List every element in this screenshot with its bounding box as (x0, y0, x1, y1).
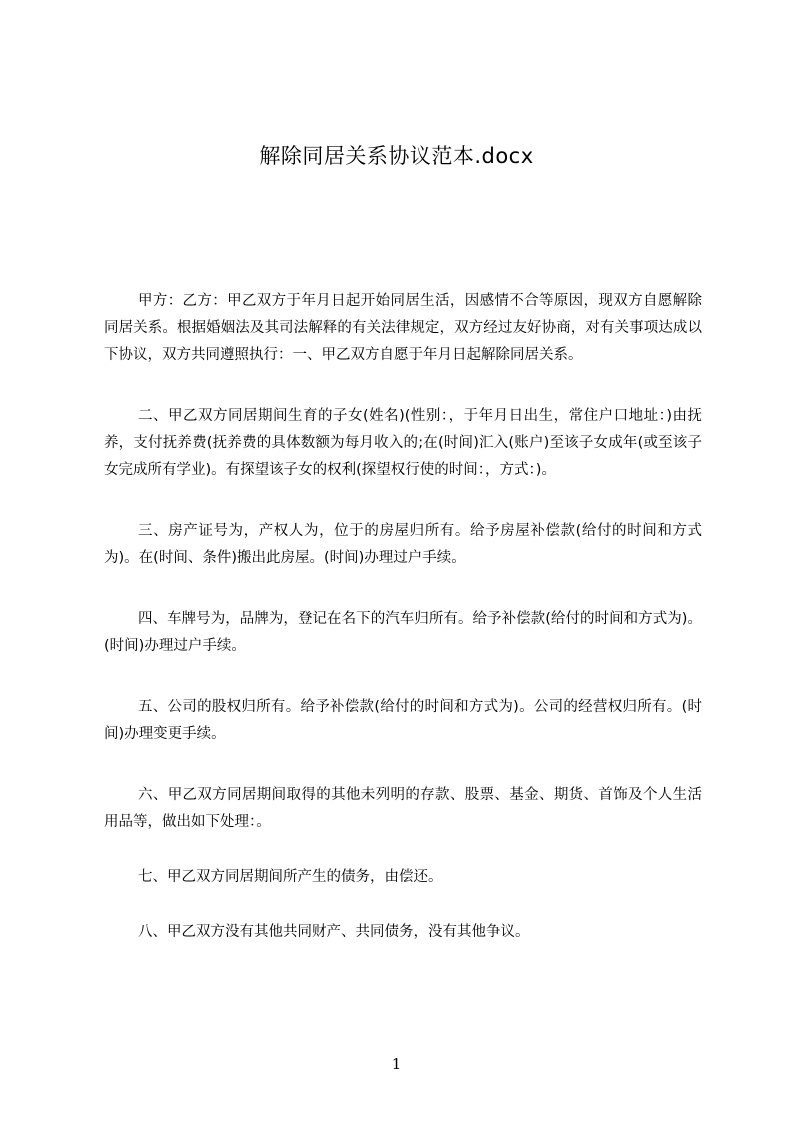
paragraph-3-property: 三、房产证号为，产权人为，位于的房屋归所有。给予房屋补偿款(给付的时间和方式为)。在(时间、条件)搬出此房屋。(时间)办理过户手续。 (104, 523, 702, 566)
paragraph-8-no-disputes: 八、甲乙双方没有其他共同财产、共同债务，没有其他争议。 (138, 924, 530, 940)
paragraph-2-child-custody: 二、甲乙双方同居期间生育的子女(姓名)(性别：，于年月日出生，常住户口地址：)由抚养，支付抚养费(抚养费的具体数额为每月收入的;在(时间)汇入(账户)至该子女成年(或至该子女完成所有学业)。有探望该子女的权利(探望权行使的时间：，方式：)。 (104, 408, 702, 478)
paragraph-6-other-assets: 六、甲乙双方同居期间取得的其他未列明的存款、股票、基金、期货、首饰及个人生活用品等，做出如下处理：。 (104, 787, 702, 830)
paragraph-5-company-equity: 五、公司的股权归所有。给予补偿款(给付的时间和方式为)。公司的经营权归所有。(时间)办理变更手续。 (104, 699, 702, 742)
document-body (104, 288, 702, 980)
document-title: 解除同居关系协议范本.docx (259, 144, 534, 168)
page-number: 1 (391, 1055, 402, 1073)
paragraph-intro: 甲方：乙方：甲乙双方于年月日起开始同居生活，因感情不合等原因，现双方自愿解除同居关系。根据婚姻法及其司法解释的有关法律规定，双方经过友好协商，对有关事项达成以下协议，双方共同遵照执行：一、甲乙双方自愿于年月日起解除同居关系。 (104, 293, 702, 363)
paragraph-4-vehicle: 四、车牌号为，品牌为，登记在名下的汽车归所有。给予补偿款(给付的时间和方式为)。(时间)办理过户手续。 (104, 611, 702, 654)
paragraph-7-debts: 七、甲乙双方同居期间所产生的债务，由偿还。 (138, 869, 443, 885)
